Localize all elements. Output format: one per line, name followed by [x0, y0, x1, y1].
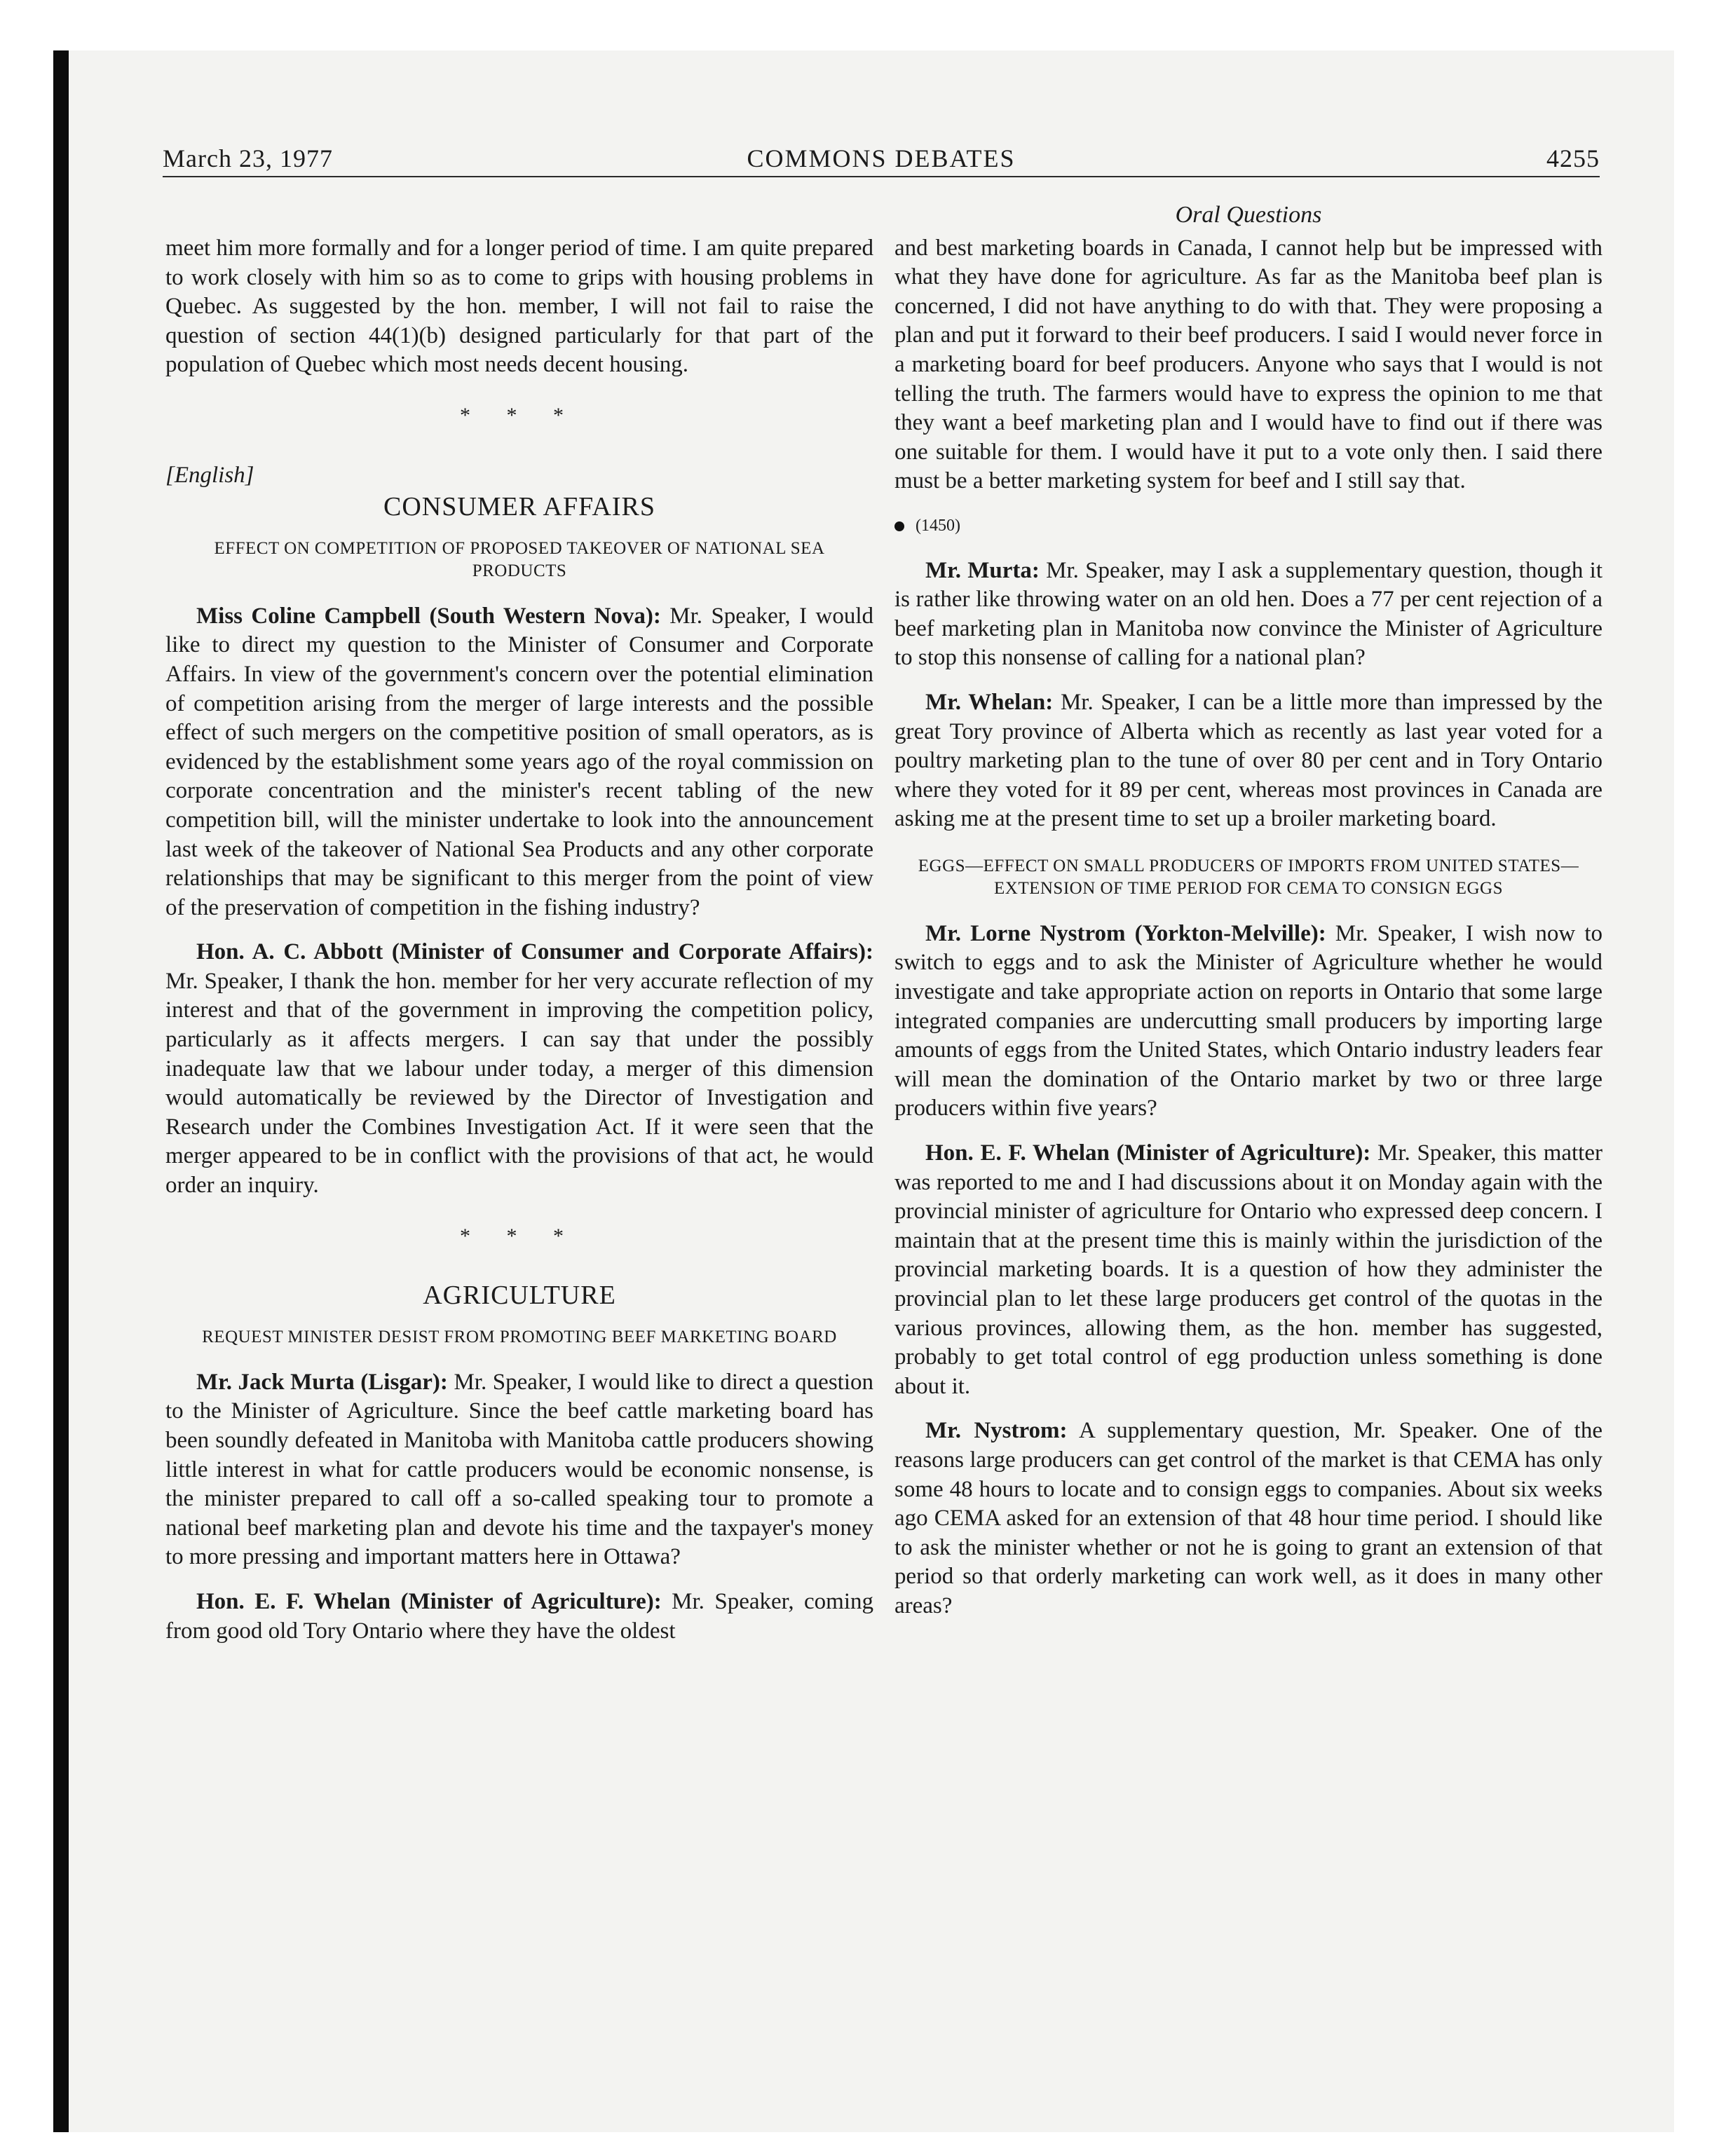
speech-text: Mr. Speaker, may I ask a supplementary question, though it is rather like throwing water on an old hen. Does a 77 per cent rejection of a beef marketing plan in Manitoba now convince the Minister of Agriculture to stop this nonsense of calling for a national plan?	[894, 557, 1603, 671]
speech	[894, 1139, 1603, 1401]
page-header	[163, 142, 1600, 175]
section-title-consumer-affairs: CONSUMER AFFAIRS	[383, 492, 656, 522]
speaker-name: Mr. Whelan:	[925, 689, 1054, 715]
scan-edge-bar	[53, 50, 69, 2132]
speech	[894, 688, 1603, 834]
header-rule	[163, 176, 1600, 177]
section-separator: * * *	[460, 403, 579, 427]
paragraph: and best marketing boards in Canada, I cannot help but be impressed with what they have done for agriculture. As far as the Manitoba beef plan is concerned, I did not have anything to do with that. They were proposing a plan and put it forward to their beef producers. I said I would never force in a marketing board for beef producers. Anyone who says that I would is not telling the truth. The farmers would have to express the opinion to me that they want a beef marketing plan and I would have to find out if there was one suitable for them. I would have it put to a vote only then. I said there must be a better marketing system for beef and I still say that.	[894, 235, 1603, 494]
speaker-name: Mr. Murta:	[925, 557, 1040, 583]
speaker-name: Hon. E. F. Whelan (Minister of Agriculture):	[925, 1140, 1371, 1166]
speech	[165, 1368, 873, 1572]
left-column	[165, 234, 873, 1661]
speech	[894, 920, 1603, 1124]
section-subhead: REQUEST MINISTER DESIST FROM PROMOTING BEEF MARKETING BOARD	[202, 1327, 837, 1346]
bullet-icon	[894, 521, 904, 531]
speaker-name: Hon. E. F. Whelan (Minister of Agriculture):	[196, 1588, 662, 1614]
section-subhead: EFFECT ON COMPETITION OF PROPOSED TAKEOVER OF NATIONAL SEA PRODUCTS	[214, 538, 825, 580]
section-subhead: EGGS—EFFECT ON SMALL PRODUCERS OF IMPORTS FROM UNITED STATES—EXTENSION OF TIME PERIOD FOR CEMA TO CONSIGN EGGS	[918, 856, 1579, 898]
speaker-name: Mr. Jack Murta (Lisgar):	[196, 1369, 448, 1395]
speech-text: A supplementary question, Mr. Speaker. One of the reasons large producers can get control of the market is that CEMA has only some 48 hours to locate and to consign eggs to companies. About six weeks ago CEMA asked for an extension of that 48 hour time period. I should like to ask the minister whether or not he is going to grant an extension of that period so that orderly marketing can work well, as it does in many other areas?	[894, 1418, 1603, 1618]
language-tag: [English]	[165, 462, 254, 488]
header-date: March 23, 1977	[163, 144, 333, 172]
header-title: COMMONS DEBATES	[747, 144, 1016, 172]
speech	[894, 1417, 1603, 1621]
speech-text: Mr. Speaker, this matter was reported to me and I had discussions about it on Monday again with the provincial minister of agriculture for Ontario who expressed deep concern. I maintain that at the present time this is mainly within the jurisdiction of the provincial marketing boards. It is a question of how they administer the provincial plan to let these large producers get control of the quotas in the various provinces, allowing them, as the hon. member has suggested, probably to get total control of egg production unless something is done about it.	[894, 1140, 1603, 1399]
section-separator: * * *	[460, 1224, 579, 1248]
speech	[165, 602, 873, 923]
speech-text: Mr. Speaker, coming from good old Tory Ontario where they have the oldest	[165, 1588, 873, 1644]
timestamp-marker	[894, 512, 1603, 541]
paragraph: meet him more formally and for a longer period of time. I am quite prepared to work closely with him so as to come to grips with housing problems in Quebec. As suggested by the hon. member, I will not fail to raise the question of section 44(1)(b) designed particularly for that part of the population of Quebec which most needs decent housing.	[165, 236, 873, 378]
scan-margin	[0, 0, 53, 2156]
speech-text: Mr. Speaker, I can be a little more than impressed by the great Tory province of Alberta which as recently as last year voted for a poultry marketing plan to the tune of over 80 per cent and in Tory Ontario where they voted for it 89 per cent, whereas most provinces in Canada are asking me at the present time to set up a broiler marketing board.	[894, 689, 1603, 832]
speech	[165, 938, 873, 1200]
speech-text: Mr. Speaker, I thank the hon. member for her very accurate reflection of my interest and that of the government in improving the competition policy, particularly as it affects mergers. I can say that under the possibly inadequate law that we labour under today, a merger of this dimension would automatically be reviewed by the Director of Investigation and Research under the Combines Investigation Act. If it were seen that the merger appeared to be in conflict with the provisions of that act, he would order an inquiry.	[165, 968, 873, 1199]
speech-text: Mr. Speaker, I wish now to switch to eggs and to ask the Minister of Agriculture whether he would investigate and take appropriate action on reports in Ontario that some large integrated companies are undercutting small producers by importing large amounts of eggs from the United States, which Ontario industry leaders fear will mean the domination of the Ontario market by two or three large producers within five years?	[894, 920, 1603, 1121]
speaker-name: Mr. Lorne Nystrom (Yorkton-Melville):	[925, 920, 1326, 946]
running-head: Oral Questions	[1175, 202, 1322, 228]
speaker-name: Hon. A. C. Abbott (Minister of Consumer and Corporate Affairs):	[196, 939, 873, 965]
speech-text: Mr. Speaker, I would like to direct a question to the Minister of Agriculture. Since the beef cattle marketing board has been soundly defeated in Manitoba with Manitoba cattle producers showing little interest in what for cattle producers would be economic nonsense, is the minister prepared to call off a so-called speaking tour to promote a national beef marketing plan and devote his time and the taxpayer's money to more pressing and important matters here in Ottawa?	[165, 1369, 873, 1570]
speaker-name: Mr. Nystrom:	[925, 1418, 1068, 1444]
section-title-agriculture: AGRICULTURE	[423, 1281, 616, 1311]
timestamp-text: (1450)	[916, 516, 960, 535]
speaker-name: Miss Coline Campbell (South Western Nova):	[196, 603, 661, 629]
speech	[165, 1588, 873, 1646]
speech-text: Mr. Speaker, I would like to direct my question to the Minister of Consumer and Corporate Affairs. In view of the government's concern over the potential elimination of competition arising from the merger of large interests and the possible effect of such mergers on the competitive position of small operators, as is evidenced by the establishment some years ago of the royal commission on corporate concentration and the minister's recent tabling of the new competition bill, will the minister undertake to look into the announcement last week of the takeover of National Sea Products and any other corporate relationships that may be significant to this merger from the point of view of the preservation of competition in the fishing industry?	[165, 603, 873, 920]
speech	[894, 557, 1603, 673]
right-column	[894, 200, 1603, 1637]
header-page-number: 4255	[1546, 144, 1600, 172]
